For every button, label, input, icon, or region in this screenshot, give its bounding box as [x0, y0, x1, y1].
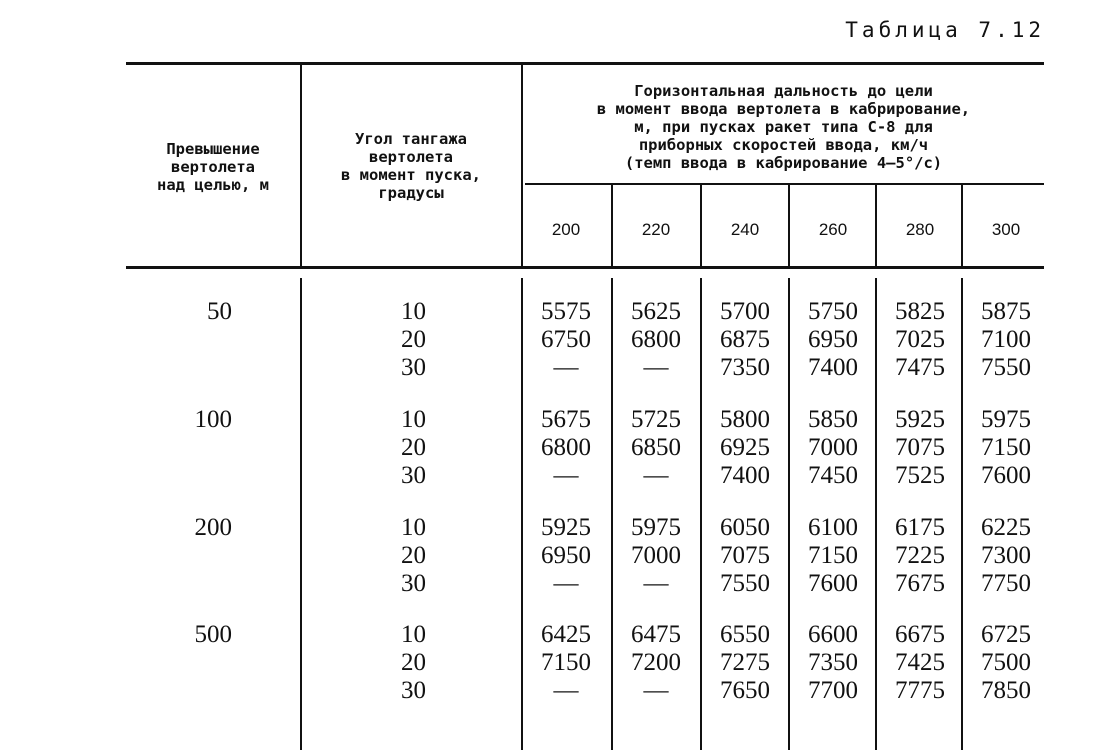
- height-value: 100: [194, 406, 232, 433]
- speed-column-header: 200: [551, 220, 581, 239]
- range-value-cell: 5575: [541, 298, 591, 325]
- range-value-cell: 7400: [808, 354, 858, 381]
- range-value-cell: 6100: [808, 514, 858, 541]
- range-value-cell: 7275: [720, 649, 770, 676]
- range-value-cell: 7350: [720, 354, 770, 381]
- range-value-cell: 7200: [631, 649, 681, 676]
- header-line: вертолета: [369, 148, 453, 166]
- angle-value: 30: [401, 354, 426, 381]
- angle-value: 30: [401, 462, 426, 489]
- header-line: Угол тангажа: [355, 130, 467, 148]
- range-value-cell: 6050: [720, 514, 770, 541]
- range-value-cell: 7750: [981, 570, 1031, 597]
- range-value-cell: 7600: [808, 570, 858, 597]
- header-line: градусы: [378, 184, 444, 202]
- range-value-cell: 5925: [541, 514, 591, 541]
- range-value-cell: 7350: [808, 649, 858, 676]
- range-value-cell: 6550: [720, 621, 770, 648]
- angle-value: 10: [401, 514, 426, 541]
- height-value: 50: [207, 298, 232, 325]
- range-value-cell: 5675: [541, 406, 591, 433]
- range-value-cell: 7000: [631, 542, 681, 569]
- header-line: в момент пуска,: [341, 166, 481, 184]
- range-value-cell: 7150: [808, 542, 858, 569]
- angle-value: 20: [401, 649, 426, 676]
- range-value-cell: 6475: [631, 621, 681, 648]
- range-value-cell: —: [553, 570, 579, 597]
- header-line: приборных скоростей ввода, км/ч: [638, 136, 929, 154]
- angle-value: 20: [401, 542, 426, 569]
- table-caption: Таблица 7.12: [845, 18, 1045, 42]
- header-line: в момент ввода вертолета в кабрирование,: [596, 100, 971, 118]
- range-value-cell: 7550: [720, 570, 770, 597]
- range-value-cell: 7850: [981, 677, 1031, 704]
- range-value-cell: 7475: [895, 354, 945, 381]
- range-value-cell: 7600: [981, 462, 1031, 489]
- range-value-cell: 5700: [720, 298, 770, 325]
- range-column-header: [523, 82, 1044, 172]
- header-bottom-rule: [126, 266, 1044, 269]
- angle-value: 10: [401, 298, 426, 325]
- range-value-cell: 6750: [541, 326, 591, 353]
- range-value-cell: 7150: [541, 649, 591, 676]
- range-value-cell: —: [553, 354, 579, 381]
- angle-value: 20: [401, 326, 426, 353]
- range-value-cell: 6725: [981, 621, 1031, 648]
- height-column-header: [128, 140, 298, 194]
- range-value-cell: —: [643, 462, 669, 489]
- range-value-cell: —: [553, 677, 579, 704]
- range-value-cell: 7100: [981, 326, 1031, 353]
- range-value-cell: 5975: [631, 514, 681, 541]
- header-line: Превышение: [166, 140, 260, 158]
- range-value-cell: 6800: [541, 434, 591, 461]
- range-value-cell: 7675: [895, 570, 945, 597]
- range-value-cell: 6600: [808, 621, 858, 648]
- range-value-cell: —: [643, 354, 669, 381]
- range-value-cell: 7025: [895, 326, 945, 353]
- height-value: 200: [194, 514, 232, 541]
- range-value-cell: 7775: [895, 677, 945, 704]
- range-value-cell: 7650: [720, 677, 770, 704]
- header-line: вертолета: [171, 158, 255, 176]
- range-value-cell: 7000: [808, 434, 858, 461]
- range-value-cell: 7525: [895, 462, 945, 489]
- range-value-cell: 5825: [895, 298, 945, 325]
- angle-column-header: [302, 130, 520, 202]
- range-value-cell: 7225: [895, 542, 945, 569]
- range-value-cell: 7425: [895, 649, 945, 676]
- range-value-cell: 6175: [895, 514, 945, 541]
- angle-value: 30: [401, 677, 426, 704]
- range-value-cell: 5850: [808, 406, 858, 433]
- range-value-cell: 6225: [981, 514, 1031, 541]
- speed-subheader-rule: [525, 183, 1044, 185]
- angle-value: 10: [401, 406, 426, 433]
- angle-value: 10: [401, 621, 426, 648]
- range-value-cell: 7400: [720, 462, 770, 489]
- range-value-cell: 7500: [981, 649, 1031, 676]
- range-value-cell: 7150: [981, 434, 1031, 461]
- header-line: (темп ввода в кабрирование 4—5°/с): [624, 154, 943, 172]
- range-value-cell: —: [553, 462, 579, 489]
- range-value-cell: 5975: [981, 406, 1031, 433]
- range-value-cell: 5750: [808, 298, 858, 325]
- range-value-cell: 5925: [895, 406, 945, 433]
- range-value-cell: 5725: [631, 406, 681, 433]
- header-line: над целью, м: [157, 176, 269, 194]
- top-rule: [126, 62, 1044, 65]
- height-value: 500: [194, 621, 232, 648]
- speed-column-header: 260: [818, 220, 848, 239]
- range-value-cell: 7550: [981, 354, 1031, 381]
- speed-column-header: 220: [641, 220, 671, 239]
- range-value-cell: 7700: [808, 677, 858, 704]
- range-value-cell: 6675: [895, 621, 945, 648]
- angle-value: 20: [401, 434, 426, 461]
- range-value-cell: 6950: [541, 542, 591, 569]
- range-value-cell: 6850: [631, 434, 681, 461]
- range-value-cell: —: [643, 677, 669, 704]
- header-line: Горизонтальная дальность до цели: [634, 82, 933, 100]
- column-divider: [300, 278, 302, 750]
- range-value-cell: 6950: [808, 326, 858, 353]
- range-value-cell: 6800: [631, 326, 681, 353]
- range-value-cell: 7075: [720, 542, 770, 569]
- speed-column-header: 280: [905, 220, 935, 239]
- header-line: м, при пусках ракет типа С-8 для: [634, 118, 933, 136]
- range-value-cell: 7075: [895, 434, 945, 461]
- range-value-cell: 7450: [808, 462, 858, 489]
- speed-column-header: 240: [730, 220, 760, 239]
- speed-column-header: 300: [991, 220, 1021, 239]
- range-value-cell: 6925: [720, 434, 770, 461]
- range-value-cell: 7300: [981, 542, 1031, 569]
- range-value-cell: 5800: [720, 406, 770, 433]
- range-value-cell: 6875: [720, 326, 770, 353]
- range-value-cell: 5875: [981, 298, 1031, 325]
- angle-value: 30: [401, 570, 426, 597]
- range-value-cell: 6425: [541, 621, 591, 648]
- range-value-cell: —: [643, 570, 669, 597]
- range-value-cell: 5625: [631, 298, 681, 325]
